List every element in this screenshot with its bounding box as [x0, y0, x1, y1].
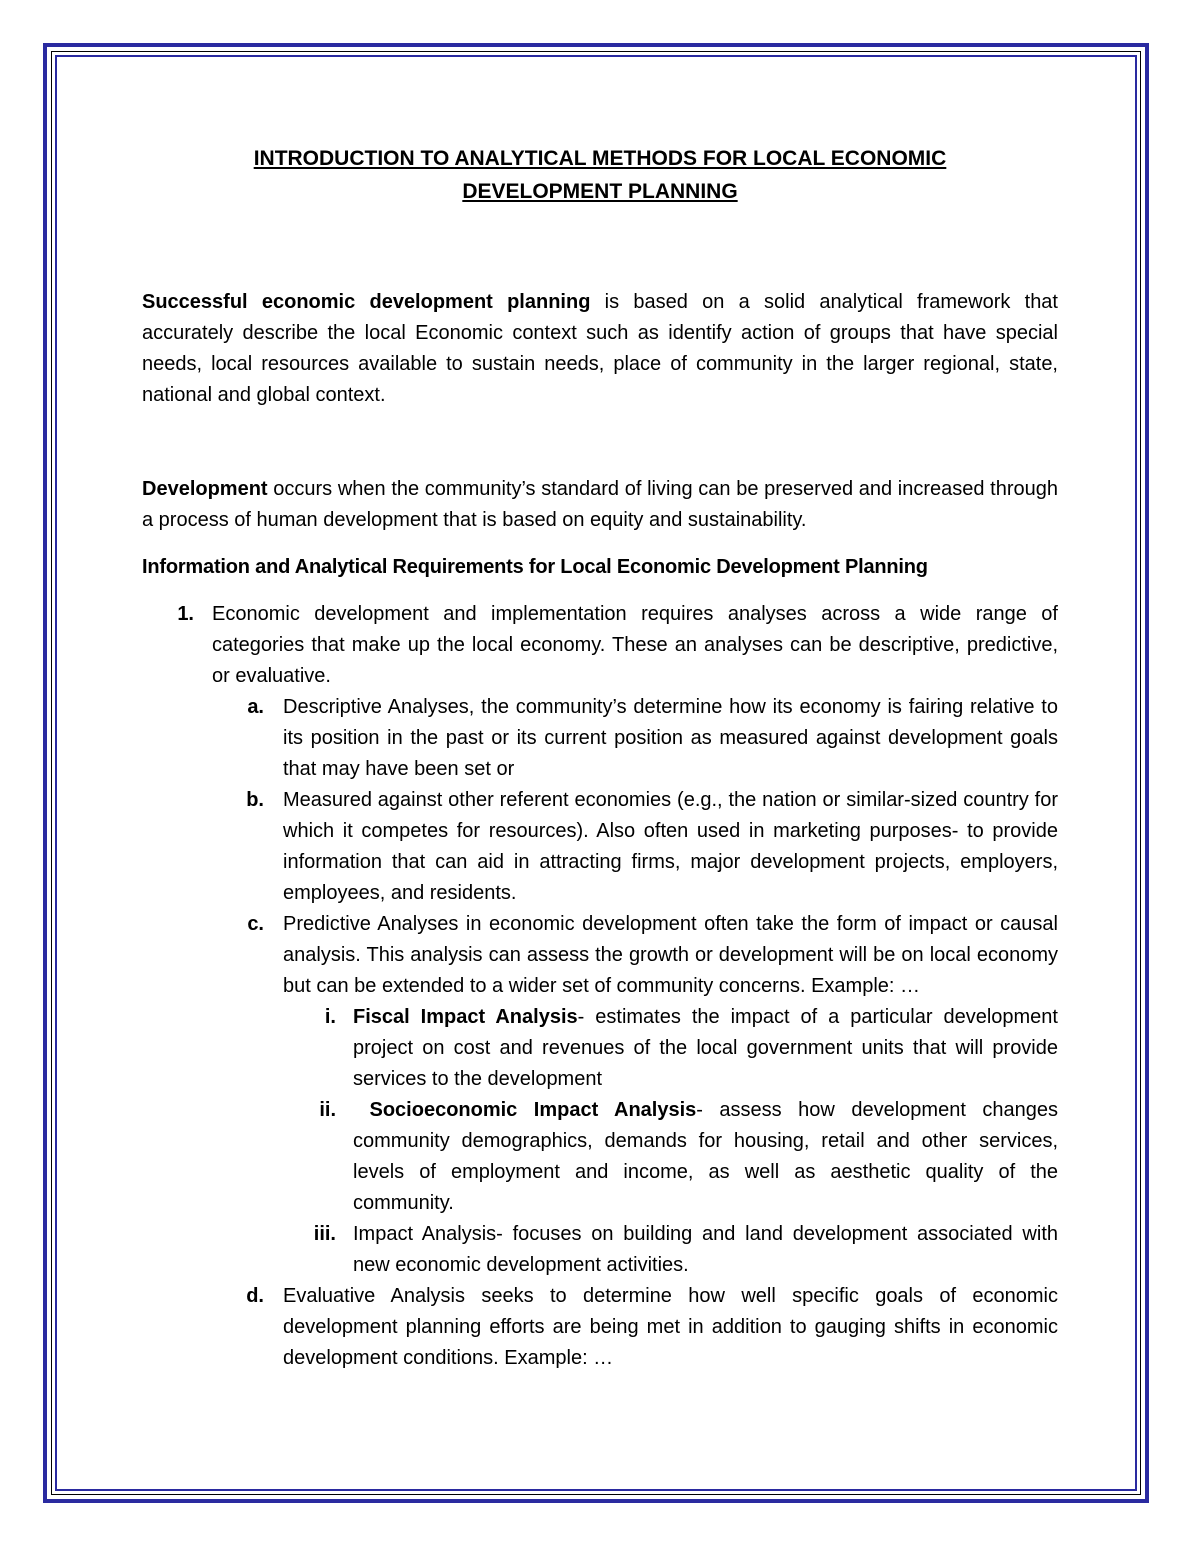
list-marker: iii.: [313, 1223, 336, 1245]
list-marker: 1.: [177, 603, 194, 625]
list-item-text: Impact Analysis- focuses on building and land development associated with new economic development activities.: [353, 1223, 1058, 1276]
list-item-text: Measured against other referent economies (e.g., the nation or similar-sized country for which it competes for resources). Also often used in marketing purposes- to provide information that can aid in attracting firms, major development projects, employers, employees, and residents.: [283, 789, 1058, 904]
document-body: [142, 142, 1058, 1374]
list-item-bold: Socioeconomic Impact Analysis: [353, 1099, 697, 1121]
document-title: [142, 142, 1058, 208]
list-item-iii: [142, 1219, 1058, 1281]
intro-paragraph-text: is based on a solid analytical framework that accurately describe the local Economic context such as identify action of groups that have special needs, local resources available to sustain needs, place of community in the larger regional, state, national and global context.: [142, 291, 1058, 406]
list-item-text: Economic development and implementation requires analyses across a wide range of categories that make up the local economy. These an analyses can be descriptive, predictive, or evaluative.: [212, 603, 1058, 687]
title-line-1: INTRODUCTION TO ANALYTICAL METHODS FOR LOCAL ECONOMIC: [253, 147, 947, 170]
list-marker: c.: [247, 913, 264, 935]
list-marker: ii.: [319, 1099, 336, 1121]
list-item-1: [142, 599, 1058, 692]
list-item-rest: - assess how development changes community demographics, demands for housing, retail and other services, levels of employment and income, as well as aesthetic quality of the community.: [353, 1099, 1058, 1214]
section-heading: Information and Analytical Requirements for Local Economic Development Planning: [142, 556, 928, 578]
list-item-bold: Fiscal Impact Analysis: [353, 1006, 578, 1028]
development-paragraph-text: occurs when the community’s standard of living can be preserved and increased through a process of human development that is based on equity and sustainability.: [142, 478, 1058, 531]
development-paragraph-bold: Development: [142, 478, 268, 500]
list-item-a: [142, 692, 1058, 785]
list-item-rest: - estimates the impact of a particular development project on cost and revenues of the local government units that will provide services to the development: [353, 1006, 1058, 1090]
intro-paragraph-bold: Successful economic development planning: [142, 291, 591, 313]
list-marker: a.: [247, 696, 264, 718]
list-item-text: [353, 1002, 1058, 1095]
development-paragraph: [142, 474, 1058, 536]
list-item-text: Predictive Analyses in economic development often take the form of impact or causal analysis. This analysis can assess the growth or development will be on local economy but can be extended to a wider set of community concerns. Example: …: [283, 913, 1058, 997]
list-marker: b.: [246, 789, 264, 811]
title-line-2: DEVELOPMENT PLANNING: [462, 180, 738, 203]
intro-paragraph: [142, 287, 1058, 411]
list-marker: i.: [324, 1006, 336, 1028]
list-item-i: [142, 1002, 1058, 1095]
list-item-b: [142, 785, 1058, 909]
list-item-text: [353, 1095, 1058, 1219]
list-item-text: Evaluative Analysis seeks to determine how well specific goals of economic development planning efforts are being met in addition to gauging shifts in economic development conditions. Example: …: [283, 1285, 1058, 1369]
list-item-text: Descriptive Analyses, the community’s determine how its economy is fairing relative to its position in the past or its current position as measured against development goals that may have been set or: [283, 696, 1058, 780]
list-marker: d.: [246, 1285, 264, 1307]
list-item-ii: [142, 1095, 1058, 1219]
list-item-c: [142, 909, 1058, 1002]
list-item-d: [142, 1281, 1058, 1374]
